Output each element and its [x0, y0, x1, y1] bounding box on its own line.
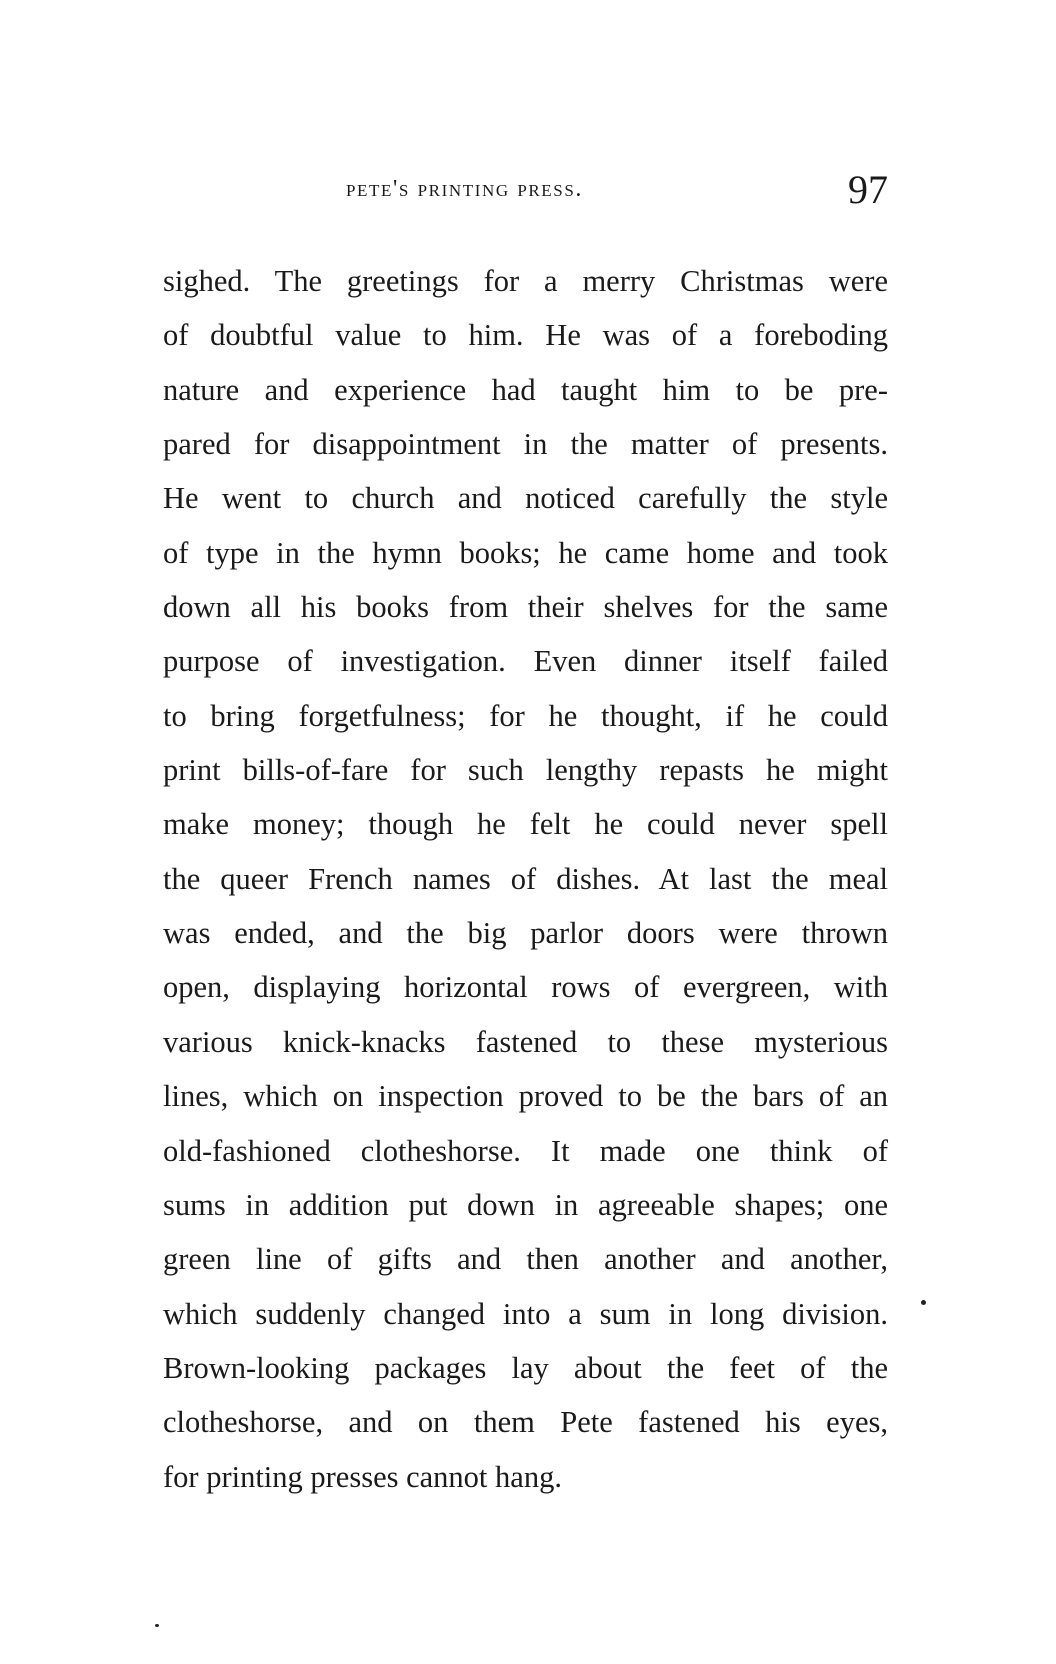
text-line: sighed. The greetings for a merry Christmas were: [163, 264, 888, 298]
text-line: Brown-looking packages lay about the feet of the: [163, 1350, 888, 1385]
text-line: to bring forgetfulness; for he thought, if he could: [163, 698, 888, 733]
text-line: pared for disappointment in the matter of presents.: [163, 427, 888, 462]
text-line: make money; though he felt he could never spell: [163, 807, 888, 842]
text-line: old-fashioned clotheshorse. It made one think of: [163, 1133, 888, 1168]
text-line: purpose of investigation. Even dinner itself failed: [163, 644, 888, 679]
text-line: clotheshorse, and on them Pete fastened his eyes,: [163, 1405, 888, 1440]
text-line: print bills-of-fare for such lengthy repasts he might: [163, 753, 888, 788]
text-line: various knick-knacks fastened to these mysterious: [163, 1024, 888, 1059]
ink-speck: [155, 1624, 159, 1627]
text-line: nature and experience had taught him to be pre-: [163, 372, 888, 407]
text-line: down all his books from their shelves for the same: [163, 590, 888, 625]
text-line: for printing presses cannot hang.: [163, 1459, 562, 1494]
text-line: He went to church and noticed carefully the style: [163, 481, 888, 516]
running-head: [163, 167, 888, 224]
text-line: was ended, and the big parlor doors were thrown: [163, 916, 888, 951]
running-title: pete's printing press.: [346, 176, 584, 202]
text-line: green line of gifts and then another and another,: [163, 1242, 888, 1277]
page-number: 97: [848, 167, 888, 212]
body-text: [163, 254, 888, 1504]
text-line: sums in addition put down in agreeable shapes; one: [163, 1187, 888, 1222]
ink-speck: [921, 1300, 926, 1305]
text-line: of doubtful value to him. He was of a foreboding: [163, 318, 888, 353]
text-line: the queer French names of dishes. At last the meal: [163, 861, 888, 896]
text-line: open, displaying horizontal rows of evergreen, with: [163, 970, 888, 1005]
text-line: lines, which on inspection proved to be the bars of an: [163, 1079, 888, 1114]
text-line: of type in the hymn books; he came home and took: [163, 535, 888, 570]
text-line: which suddenly changed into a sum in long division.: [163, 1296, 888, 1331]
